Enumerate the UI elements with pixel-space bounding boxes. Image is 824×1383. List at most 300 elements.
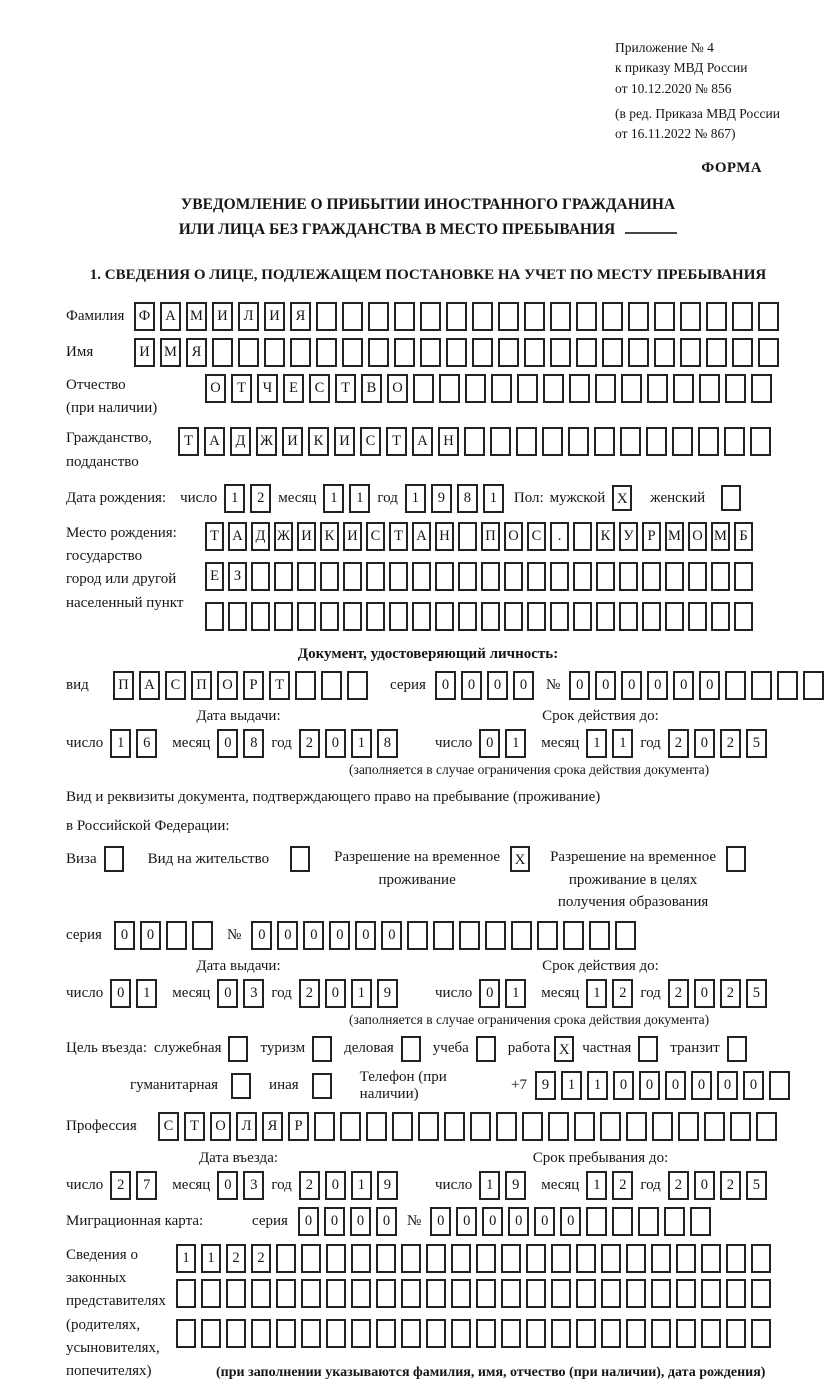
char-cell[interactable]: И [334,427,355,456]
char-cell[interactable] [498,338,519,367]
char-cell[interactable] [638,1207,659,1236]
char-cell[interactable]: Н [435,522,454,551]
char-cell[interactable]: И [134,338,155,367]
char-cell[interactable] [576,1244,596,1273]
char-cell[interactable] [527,562,546,591]
char-cell[interactable] [758,302,779,331]
char-cell[interactable]: 2 [250,484,271,513]
char-cell[interactable]: И [297,522,316,551]
char-cell[interactable] [724,427,745,456]
char-cell[interactable]: Е [283,374,304,403]
char-cell[interactable]: 2 [226,1244,246,1273]
char-cell[interactable] [626,1244,646,1273]
char-cell[interactable] [351,1279,371,1308]
char-cell[interactable]: 0 [251,921,272,950]
char-cell[interactable] [444,1112,465,1141]
char-cell[interactable]: И [282,427,303,456]
char-cell[interactable] [626,1319,646,1348]
char-cell[interactable] [347,671,368,700]
char-cell[interactable] [251,562,270,591]
char-cell[interactable] [326,1279,346,1308]
char-cell[interactable] [750,427,771,456]
char-cell[interactable] [276,1319,296,1348]
char-cell[interactable] [481,562,500,591]
char-cell[interactable] [297,562,316,591]
char-cell[interactable]: 0 [325,1171,346,1200]
char-cell[interactable]: 2 [668,729,689,758]
char-cell[interactable] [628,338,649,367]
char-cell[interactable] [628,302,649,331]
char-cell[interactable]: 9 [431,484,452,513]
char-cell[interactable] [340,1112,361,1141]
char-cell[interactable]: 1 [351,729,372,758]
char-cell[interactable]: С [527,522,546,551]
char-cell[interactable]: 0 [694,1171,715,1200]
char-cell[interactable] [543,374,564,403]
char-cell[interactable]: Ч [257,374,278,403]
char-cell[interactable] [420,338,441,367]
char-cell[interactable] [551,1319,571,1348]
char-cell[interactable] [407,921,428,950]
char-cell[interactable] [690,1207,711,1236]
char-cell[interactable]: 0 [717,1071,738,1100]
char-cell[interactable]: 0 [691,1071,712,1100]
char-cell[interactable] [368,338,389,367]
char-cell[interactable]: 2 [720,979,741,1008]
char-cell[interactable] [651,1319,671,1348]
char-cell[interactable] [664,1207,685,1236]
char-cell[interactable] [314,1112,335,1141]
char-cell[interactable] [389,602,408,631]
char-cell[interactable] [751,1319,771,1348]
char-cell[interactable]: 0 [560,1207,581,1236]
char-cell[interactable] [446,302,467,331]
char-cell[interactable] [680,302,701,331]
char-cell[interactable]: 1 [586,729,607,758]
char-cell[interactable] [295,671,316,700]
char-cell[interactable] [426,1319,446,1348]
char-cell[interactable] [678,1112,699,1141]
char-cell[interactable]: Т [178,427,199,456]
char-cell[interactable]: М [160,338,181,367]
char-cell[interactable] [516,427,537,456]
char-cell[interactable]: Н [438,427,459,456]
char-cell[interactable] [412,602,431,631]
char-cell[interactable] [472,302,493,331]
char-cell[interactable] [290,338,311,367]
char-cell[interactable] [550,302,571,331]
char-cell[interactable]: 0 [217,729,238,758]
char-cell[interactable]: П [113,671,134,700]
char-cell[interactable]: 3 [243,979,264,1008]
char-cell[interactable] [576,1319,596,1348]
char-cell[interactable] [458,562,477,591]
purpose-business-checkbox[interactable] [228,1036,248,1062]
char-cell[interactable] [615,921,636,950]
char-cell[interactable]: 1 [612,729,633,758]
char-cell[interactable] [522,1112,543,1141]
char-cell[interactable] [368,302,389,331]
char-cell[interactable]: 0 [569,671,590,700]
char-cell[interactable]: 0 [694,729,715,758]
char-cell[interactable]: 0 [325,979,346,1008]
char-cell[interactable] [435,602,454,631]
char-cell[interactable]: 1 [224,484,245,513]
char-cell[interactable] [394,302,415,331]
char-cell[interactable] [524,302,545,331]
char-cell[interactable] [238,338,259,367]
char-cell[interactable]: 0 [647,671,668,700]
char-cell[interactable] [176,1279,196,1308]
char-cell[interactable] [511,921,532,950]
char-cell[interactable] [401,1319,421,1348]
char-cell[interactable] [551,1279,571,1308]
char-cell[interactable] [326,1319,346,1348]
purpose-transit-checkbox[interactable] [727,1036,747,1062]
char-cell[interactable]: 1 [586,1171,607,1200]
char-cell[interactable]: 2 [720,729,741,758]
char-cell[interactable] [426,1244,446,1273]
char-cell[interactable]: Е [205,562,224,591]
char-cell[interactable] [676,1279,696,1308]
char-cell[interactable] [711,602,730,631]
char-cell[interactable] [573,522,592,551]
char-cell[interactable]: 8 [457,484,478,513]
char-cell[interactable]: 0 [110,979,131,1008]
char-cell[interactable] [376,1319,396,1348]
char-cell[interactable]: 8 [243,729,264,758]
char-cell[interactable] [481,602,500,631]
char-cell[interactable]: О [217,671,238,700]
char-cell[interactable] [676,1244,696,1273]
char-cell[interactable]: Я [290,302,311,331]
char-cell[interactable] [472,338,493,367]
char-cell[interactable]: И [264,302,285,331]
char-cell[interactable] [704,1112,725,1141]
residence-permit-checkbox[interactable] [290,846,310,872]
visa-checkbox[interactable] [104,846,124,872]
char-cell[interactable]: 0 [456,1207,477,1236]
char-cell[interactable] [701,1244,721,1273]
char-cell[interactable] [166,921,187,950]
char-cell[interactable] [626,1112,647,1141]
char-cell[interactable]: С [165,671,186,700]
char-cell[interactable]: Т [335,374,356,403]
char-cell[interactable] [366,1112,387,1141]
char-cell[interactable]: 1 [586,979,607,1008]
char-cell[interactable]: 1 [351,1171,372,1200]
char-cell[interactable] [576,338,597,367]
char-cell[interactable]: С [309,374,330,403]
char-cell[interactable] [654,338,675,367]
char-cell[interactable] [401,1279,421,1308]
char-cell[interactable] [652,1112,673,1141]
char-cell[interactable]: Л [238,302,259,331]
char-cell[interactable] [192,921,213,950]
char-cell[interactable] [573,562,592,591]
char-cell[interactable]: Т [184,1112,205,1141]
char-cell[interactable] [601,1319,621,1348]
char-cell[interactable]: 8 [377,729,398,758]
char-cell[interactable] [376,1244,396,1273]
char-cell[interactable]: 0 [329,921,350,950]
char-cell[interactable] [651,1279,671,1308]
char-cell[interactable] [576,1279,596,1308]
char-cell[interactable]: 2 [612,979,633,1008]
char-cell[interactable] [550,602,569,631]
char-cell[interactable]: 0 [482,1207,503,1236]
char-cell[interactable] [501,1279,521,1308]
char-cell[interactable] [526,1279,546,1308]
char-cell[interactable] [751,1279,771,1308]
char-cell[interactable]: 9 [535,1071,556,1100]
char-cell[interactable] [301,1279,321,1308]
char-cell[interactable] [351,1244,371,1273]
char-cell[interactable] [698,427,719,456]
char-cell[interactable] [351,1319,371,1348]
char-cell[interactable] [316,338,337,367]
char-cell[interactable] [413,374,434,403]
char-cell[interactable] [701,1319,721,1348]
char-cell[interactable] [573,602,592,631]
char-cell[interactable] [212,338,233,367]
char-cell[interactable]: Д [251,522,270,551]
char-cell[interactable] [626,1279,646,1308]
char-cell[interactable]: 0 [487,671,508,700]
char-cell[interactable] [426,1279,446,1308]
char-cell[interactable] [734,602,753,631]
char-cell[interactable] [672,427,693,456]
char-cell[interactable] [435,562,454,591]
char-cell[interactable] [451,1279,471,1308]
char-cell[interactable] [418,1112,439,1141]
char-cell[interactable]: 1 [176,1244,196,1273]
char-cell[interactable] [568,427,589,456]
char-cell[interactable] [228,602,247,631]
char-cell[interactable] [526,1244,546,1273]
sex-male-checkbox[interactable]: X [612,485,632,511]
char-cell[interactable] [596,602,615,631]
char-cell[interactable]: 1 [201,1244,221,1273]
char-cell[interactable]: 0 [324,1207,345,1236]
char-cell[interactable]: 1 [505,979,526,1008]
char-cell[interactable] [201,1279,221,1308]
char-cell[interactable] [226,1319,246,1348]
char-cell[interactable]: 0 [595,671,616,700]
char-cell[interactable]: Ж [274,522,293,551]
char-cell[interactable]: С [366,522,385,551]
char-cell[interactable]: 7 [136,1171,157,1200]
char-cell[interactable] [803,671,824,700]
char-cell[interactable] [600,1112,621,1141]
char-cell[interactable]: К [308,427,329,456]
char-cell[interactable] [732,302,753,331]
char-cell[interactable] [537,921,558,950]
char-cell[interactable] [574,1112,595,1141]
char-cell[interactable] [734,562,753,591]
char-cell[interactable] [651,1244,671,1273]
char-cell[interactable] [621,374,642,403]
char-cell[interactable]: Я [262,1112,283,1141]
char-cell[interactable]: А [412,522,431,551]
char-cell[interactable]: 0 [217,1171,238,1200]
char-cell[interactable]: 0 [621,671,642,700]
char-cell[interactable]: 0 [508,1207,529,1236]
char-cell[interactable] [602,338,623,367]
char-cell[interactable] [501,1319,521,1348]
char-cell[interactable]: 0 [665,1071,686,1100]
char-cell[interactable] [654,302,675,331]
char-cell[interactable]: 1 [349,484,370,513]
char-cell[interactable] [276,1279,296,1308]
char-cell[interactable]: О [210,1112,231,1141]
char-cell[interactable] [699,374,720,403]
char-cell[interactable]: 1 [351,979,372,1008]
char-cell[interactable] [646,427,667,456]
char-cell[interactable] [527,602,546,631]
char-cell[interactable] [586,1207,607,1236]
char-cell[interactable] [274,562,293,591]
char-cell[interactable]: Ф [134,302,155,331]
char-cell[interactable] [642,602,661,631]
char-cell[interactable] [751,374,772,403]
char-cell[interactable]: 0 [694,979,715,1008]
char-cell[interactable]: 0 [461,671,482,700]
char-cell[interactable] [490,427,511,456]
char-cell[interactable]: Б [734,522,753,551]
char-cell[interactable] [601,1279,621,1308]
temp-residence-checkbox[interactable]: X [510,846,530,872]
char-cell[interactable] [476,1319,496,1348]
char-cell[interactable] [730,1112,751,1141]
char-cell[interactable] [264,338,285,367]
char-cell[interactable]: 0 [430,1207,451,1236]
char-cell[interactable]: 1 [479,1171,500,1200]
char-cell[interactable] [726,1279,746,1308]
char-cell[interactable] [205,602,224,631]
char-cell[interactable]: 0 [355,921,376,950]
char-cell[interactable] [676,1319,696,1348]
char-cell[interactable]: 1 [483,484,504,513]
char-cell[interactable] [706,338,727,367]
char-cell[interactable] [706,302,727,331]
char-cell[interactable]: З [228,562,247,591]
char-cell[interactable] [563,921,584,950]
char-cell[interactable]: 0 [298,1207,319,1236]
char-cell[interactable] [501,1244,521,1273]
char-cell[interactable]: 0 [699,671,720,700]
char-cell[interactable]: 2 [612,1171,633,1200]
char-cell[interactable] [476,1279,496,1308]
char-cell[interactable] [464,427,485,456]
char-cell[interactable]: 0 [277,921,298,950]
char-cell[interactable] [439,374,460,403]
char-cell[interactable] [647,374,668,403]
char-cell[interactable]: 0 [513,671,534,700]
char-cell[interactable]: 1 [561,1071,582,1100]
char-cell[interactable]: М [186,302,207,331]
char-cell[interactable]: К [320,522,339,551]
char-cell[interactable]: 0 [639,1071,660,1100]
char-cell[interactable] [321,671,342,700]
char-cell[interactable]: М [711,522,730,551]
char-cell[interactable] [711,562,730,591]
char-cell[interactable] [458,522,477,551]
char-cell[interactable] [594,427,615,456]
char-cell[interactable] [504,602,523,631]
char-cell[interactable]: Т [269,671,290,700]
char-cell[interactable]: 2 [110,1171,131,1200]
char-cell[interactable] [389,562,408,591]
char-cell[interactable] [673,374,694,403]
char-cell[interactable]: 0 [534,1207,555,1236]
char-cell[interactable]: 0 [435,671,456,700]
char-cell[interactable]: 0 [140,921,161,950]
char-cell[interactable]: В [361,374,382,403]
char-cell[interactable] [459,921,480,950]
char-cell[interactable] [769,1071,790,1100]
char-cell[interactable] [496,1112,517,1141]
char-cell[interactable]: 0 [376,1207,397,1236]
char-cell[interactable] [619,562,638,591]
char-cell[interactable] [751,1244,771,1273]
char-cell[interactable]: 2 [251,1244,271,1273]
char-cell[interactable]: 9 [377,1171,398,1200]
char-cell[interactable] [595,374,616,403]
char-cell[interactable]: А [204,427,225,456]
char-cell[interactable] [451,1244,471,1273]
char-cell[interactable] [433,921,454,950]
char-cell[interactable] [226,1279,246,1308]
char-cell[interactable]: Р [288,1112,309,1141]
sex-female-checkbox[interactable] [721,485,741,511]
purpose-private-checkbox[interactable] [638,1036,658,1062]
char-cell[interactable] [569,374,590,403]
char-cell[interactable] [316,302,337,331]
char-cell[interactable] [680,338,701,367]
char-cell[interactable]: . [550,522,569,551]
char-cell[interactable]: 2 [299,729,320,758]
char-cell[interactable] [366,602,385,631]
char-cell[interactable] [320,562,339,591]
char-cell[interactable]: 1 [405,484,426,513]
char-cell[interactable] [688,562,707,591]
char-cell[interactable]: 2 [299,1171,320,1200]
char-cell[interactable]: О [205,374,226,403]
char-cell[interactable] [201,1319,221,1348]
char-cell[interactable]: 2 [299,979,320,1008]
char-cell[interactable] [446,338,467,367]
char-cell[interactable] [394,338,415,367]
char-cell[interactable] [485,921,506,950]
char-cell[interactable] [343,602,362,631]
char-cell[interactable] [470,1112,491,1141]
char-cell[interactable]: 2 [668,979,689,1008]
char-cell[interactable] [665,602,684,631]
char-cell[interactable] [251,1279,271,1308]
char-cell[interactable]: М [665,522,684,551]
char-cell[interactable] [176,1319,196,1348]
char-cell[interactable] [619,602,638,631]
purpose-work-checkbox[interactable]: X [554,1036,574,1062]
char-cell[interactable] [596,562,615,591]
char-cell[interactable] [526,1319,546,1348]
purpose-study-checkbox[interactable] [476,1036,496,1062]
edu-residence-checkbox[interactable] [726,846,746,872]
char-cell[interactable]: О [688,522,707,551]
char-cell[interactable]: 0 [673,671,694,700]
char-cell[interactable]: 6 [136,729,157,758]
